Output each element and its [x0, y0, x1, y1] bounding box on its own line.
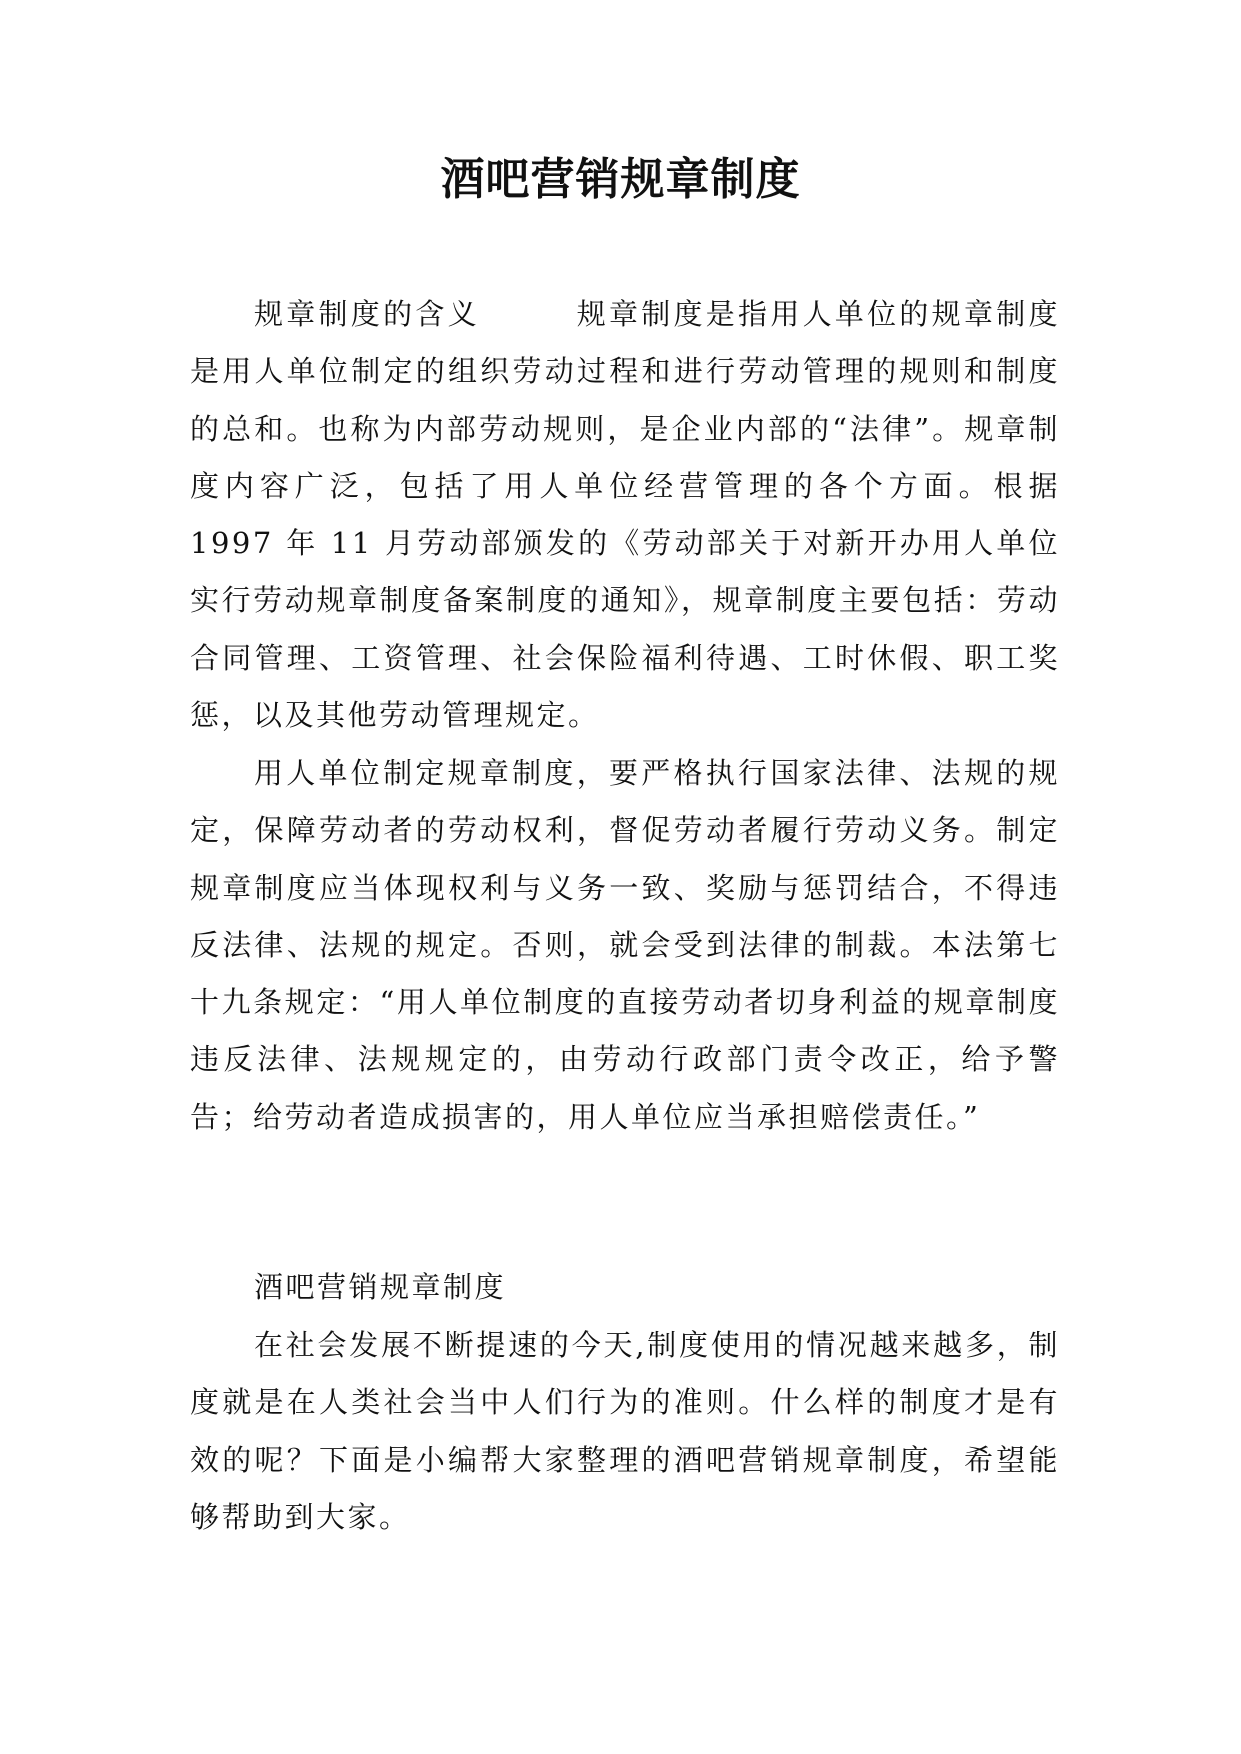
document-title: 酒吧营销规章制度: [440, 154, 801, 205]
paragraph-definition: 规章制度的含义 规章制度是指用人单位的规章制度是用人单位制定的组织劳动过程和进行劳动管理的规则和制度的总和。也称为内部劳动规则，是企业内部的“法律”。规章制度内容广泛，包括了用人单位经营管理的各个方面。根据 1997 年 11 月劳动部颁发的《劳动部关于对新开办用人单位实行劳动规章制度备案制度的通知》，规章制度主要包括：劳动合同管理、工资管理、社会保险福利待遇、工时休假、职工奖惩，以及其他劳动管理规定。: [190, 297, 1060, 733]
paragraph-intro: 在社会发展不断提速的今天,制度使用的情况越来越多，制度就是在人类社会当中人们行为的准则。什么样的制度才是有效的呢？下面是小编帮大家整理的酒吧营销规章制度，希望能够帮助到大家。: [190, 1328, 1060, 1534]
paragraph-legal-requirements: 用人单位制定规章制度，要严格执行国家法律、法规的规定，保障劳动者的劳动权利，督促劳动者履行劳动义务。制定规章制度应当体现权利与义务一致、奖励与惩罚结合，不得违反法律、法规的规定。否则，就会受到法律的制裁。本法第七十九条规定：“用人单位制度的直接劳动者切身利益的规章制度违反法律、法规规定的，由劳动行政部门责令改正，给予警告；给劳动者造成损害的，用人单位应当承担赔偿责任。”: [190, 756, 1060, 1134]
section-subheading: 酒吧营销规章制度: [254, 1270, 507, 1304]
